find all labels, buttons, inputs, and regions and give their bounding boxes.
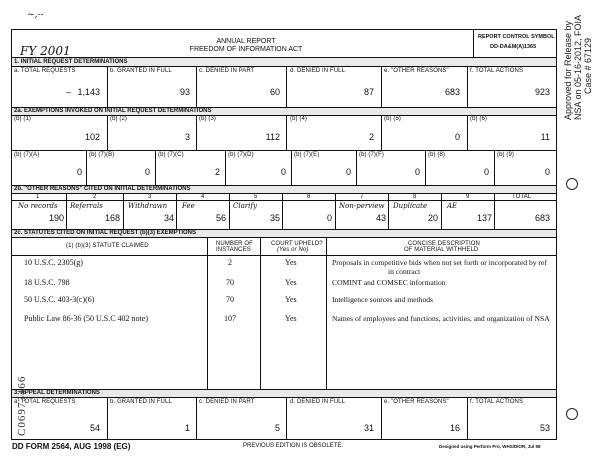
top-scribble: ~,-- xyxy=(27,10,44,20)
s1-total-actions-value: 923 xyxy=(534,87,550,97)
s1-total-actions-label: f. TOTAL ACTIONS xyxy=(470,68,524,74)
s3-denied-part-value: 5 xyxy=(274,423,280,433)
s2a-b7f-label: (b) (7)(F) xyxy=(359,152,384,158)
s2a-b1-value: 102 xyxy=(84,132,100,142)
s1-other-reasons-label: e. "OTHER REASONS" xyxy=(384,68,449,74)
binder-hole-circle xyxy=(566,178,578,190)
s2b-num-9: 9 xyxy=(466,194,470,200)
s2b-reason-9: AE xyxy=(447,202,458,210)
s2a-b3-label: (b) (3) xyxy=(199,116,217,122)
release-stamp-line2: NSA on 05-16-2012, FOIA xyxy=(573,14,583,120)
report-control-symbol-label: REPORT CONTROL SYMBOL xyxy=(478,34,555,40)
s2c-row2-desc: COMINT and COMSEC information xyxy=(332,278,446,287)
s2b-value-2: 168 xyxy=(104,213,120,223)
s2b-value-4: 56 xyxy=(215,213,226,223)
s1-total-requests-label: a. TOTAL REQUESTS xyxy=(14,68,76,74)
s2b-reason-7: Non-perview xyxy=(339,202,385,210)
s2c-instances-header-1: NUMBER OF xyxy=(216,241,253,247)
s2c-row2-upheld: Yes xyxy=(285,278,297,287)
s3-total-requests-value: 54 xyxy=(89,423,100,433)
s2b-reason-5: Clarify xyxy=(233,202,257,210)
s1-denied-full-label: d. DENIED IN FULL xyxy=(290,68,346,74)
s2c-upheld-header-2: (Yes or No) xyxy=(277,247,309,253)
binder-hole-circle xyxy=(566,408,578,420)
s3-granted-label: b. GRANTED IN FULL xyxy=(110,399,172,405)
release-stamp-line1: Approved for Release by xyxy=(563,20,573,120)
s2a-b7b-value: 0 xyxy=(144,167,150,177)
s2c-desc-header-2: OF MATERIAL WITHHELD xyxy=(404,247,479,253)
s2a-b9-value: 0 xyxy=(544,167,550,177)
s2a-b7c-label: (b) (7)(C) xyxy=(158,152,184,158)
s2a-b4-label: (b) (4) xyxy=(290,116,308,122)
s3-denied-full-label: d. DENIED IN FULL xyxy=(290,399,346,405)
s2c-row4-instances: 107 xyxy=(224,314,236,323)
s2c-row3-instances: 70 xyxy=(226,295,234,304)
s2b-value-5: 35 xyxy=(269,213,280,223)
s2a-b4-value: 2 xyxy=(368,132,374,142)
s2b-num-total: TOTAL xyxy=(512,194,532,200)
s2c-row1-desc: Proposals in competitive bids when not set forth or incorporated by ref xyxy=(332,258,547,267)
s2b-num-4: 4 xyxy=(201,194,205,200)
s2c-row4-desc: Names of employees and functions, activities, and organization of NSA xyxy=(332,314,550,323)
s3-other-reasons-label: e. "OTHER REASONS" xyxy=(384,399,449,405)
s2c-row4-statute: Public Law 86-36 (50 U.S.C 402 note) xyxy=(24,314,148,323)
s2a-b7d-label: (b) (7)(D) xyxy=(228,152,254,158)
s2a-b5-label: (b) (5) xyxy=(384,116,402,122)
s2c-row3-statute: 50 U.S.C. 403-3(c)(6) xyxy=(24,295,95,304)
s2b-num-5: 5 xyxy=(254,194,258,200)
s2c-row1-statute: 10 U.S.C. 2305(g) xyxy=(24,258,83,267)
s2a-b8-value: 0 xyxy=(483,167,489,177)
s1-total-requests-value: 1,143 xyxy=(77,87,100,97)
s2c-row1-upheld: Yes xyxy=(285,258,297,267)
report-title-line2: FREEDOM OF INFORMATION ACT xyxy=(189,46,303,53)
s2a-b7f-value: 0 xyxy=(414,167,420,177)
s2b-value-8: 20 xyxy=(427,213,438,223)
s2b-value-6: 0 xyxy=(326,213,332,223)
s2b-value-9: 137 xyxy=(476,213,492,223)
previous-edition-note: PREVIOUS EDITION IS OBSOLETE. xyxy=(243,443,344,449)
s3-denied-full-value: 31 xyxy=(363,423,374,433)
s2c-row4-upheld: Yes xyxy=(285,314,297,323)
s1-denied-part-label: c. DENIED IN PART xyxy=(199,68,255,74)
s2a-b8-label: (b) (8) xyxy=(428,152,446,158)
s2a-b5-value: 0 xyxy=(454,132,460,142)
s2a-b2-label: (b) (2) xyxy=(110,116,128,122)
s1-denied-full-value: 87 xyxy=(363,87,374,97)
release-stamp-line3: Case # 67129 xyxy=(583,37,593,94)
s2a-b7b-label: (b) (7)(B) xyxy=(89,152,115,158)
s2a-b6-value: 11 xyxy=(540,132,550,142)
s2b-reason-1: No records xyxy=(18,202,58,210)
s2b-num-7: 7 xyxy=(360,194,364,200)
s1-other-reasons-value: 683 xyxy=(444,87,460,97)
s2a-b7e-value: 0 xyxy=(345,167,351,177)
s2c-instances-header-2: INSTANCES xyxy=(216,247,251,253)
s2a-b7e-label: (b) (7)(E) xyxy=(294,152,320,158)
s2b-reason-8: Duplicate xyxy=(393,202,428,210)
s2a-b6-label: (b) (6) xyxy=(470,116,488,122)
s2b-num-1: 1 xyxy=(36,194,40,200)
section2a-heading: 2a. EXEMPTIONS INVOKED ON INITIAL REQUEST DETERMINATIONS xyxy=(14,108,212,114)
s1-dash: – xyxy=(66,87,72,97)
s2b-value-7: 43 xyxy=(375,213,386,223)
s1-granted-value: 93 xyxy=(179,87,190,97)
s2a-b7d-value: 0 xyxy=(280,167,286,177)
s2b-value-total: 683 xyxy=(534,213,550,223)
s2b-value-1: 190 xyxy=(48,213,64,223)
section2c-heading: 2c. STATUTES CITED ON INITIAL REQUEST (b)(3) EXEMPTIONS xyxy=(14,230,197,236)
s2b-reason-4: Fee xyxy=(182,202,195,210)
s2b-num-3: 3 xyxy=(148,194,152,200)
section1-heading: 1. INITIAL REQUEST DETERMINATIONS xyxy=(14,59,128,65)
s2c-row2-statute: 18 U.S.C. 798 xyxy=(24,278,70,287)
s2a-b3-value: 112 xyxy=(265,132,280,142)
s2a-b2-value: 3 xyxy=(184,132,190,142)
designed-by-note: Designed using Perform Pro, WHS/DIOR, Jul 98 xyxy=(439,444,541,449)
s1-denied-part-value: 60 xyxy=(269,87,280,97)
s2c-statute-header: (1) (b)(3) STATUTE CLAIMED xyxy=(66,243,149,249)
s2a-b7a-label: (b) (7)(A) xyxy=(14,152,40,158)
s2c-row3-upheld: Yes xyxy=(285,295,297,304)
s2c-row1-desc2: in contract xyxy=(388,267,421,276)
s2a-b7a-value: 0 xyxy=(76,167,82,177)
s2b-num-2: 2 xyxy=(93,194,97,200)
s3-denied-part-label: c. DENIED IN PART xyxy=(199,399,255,405)
report-title-line1: ANNUAL REPORT xyxy=(216,38,276,45)
s3-total-actions-value: 53 xyxy=(539,423,550,433)
section2b-heading: 2b. "OTHER REASONS" CITED ON INITIAL DETERMINATIONS xyxy=(14,186,191,192)
s3-total-requests-label: a. TOTAL REQUESTS xyxy=(14,399,76,405)
s2b-reason-2: Referrals xyxy=(70,202,103,210)
form-number: DD FORM 2564, AUG 1998 (EG) xyxy=(12,442,131,451)
s1-granted-label: b. GRANTED IN FULL xyxy=(110,68,172,74)
report-control-symbol-value: DD-DA&M(A)1365 xyxy=(490,44,537,50)
s2b-num-8: 8 xyxy=(413,194,417,200)
s2c-row3-desc: Intelligence sources and methods xyxy=(332,295,434,304)
s3-total-actions-label: f. TOTAL ACTIONS xyxy=(470,399,524,405)
s2b-value-3: 34 xyxy=(163,213,174,223)
s2a-b7c-value: 2 xyxy=(214,167,220,177)
s2c-row2-instances: 70 xyxy=(226,278,234,287)
s2b-num-6: 6 xyxy=(307,194,311,200)
document-control-number: C06973466 xyxy=(16,375,28,436)
s2c-desc-header-1: CONCISE DESCRIPTION xyxy=(408,241,480,247)
s2b-reason-3: Withdrawn xyxy=(128,202,168,210)
s2a-b1-label: (b) (1) xyxy=(14,116,32,122)
fiscal-year-handwritten: FY 2001 xyxy=(20,44,71,58)
s2a-b9-label: (b) (9) xyxy=(497,152,515,158)
s3-other-reasons-value: 16 xyxy=(449,423,460,433)
s2c-row1-instances: 2 xyxy=(228,258,232,267)
s3-granted-value: 1 xyxy=(184,423,190,433)
section3-heading: 3. APPEAL DETERMINATIONS xyxy=(14,390,100,396)
s2c-upheld-header-1: COURT UPHELD? xyxy=(271,241,323,247)
